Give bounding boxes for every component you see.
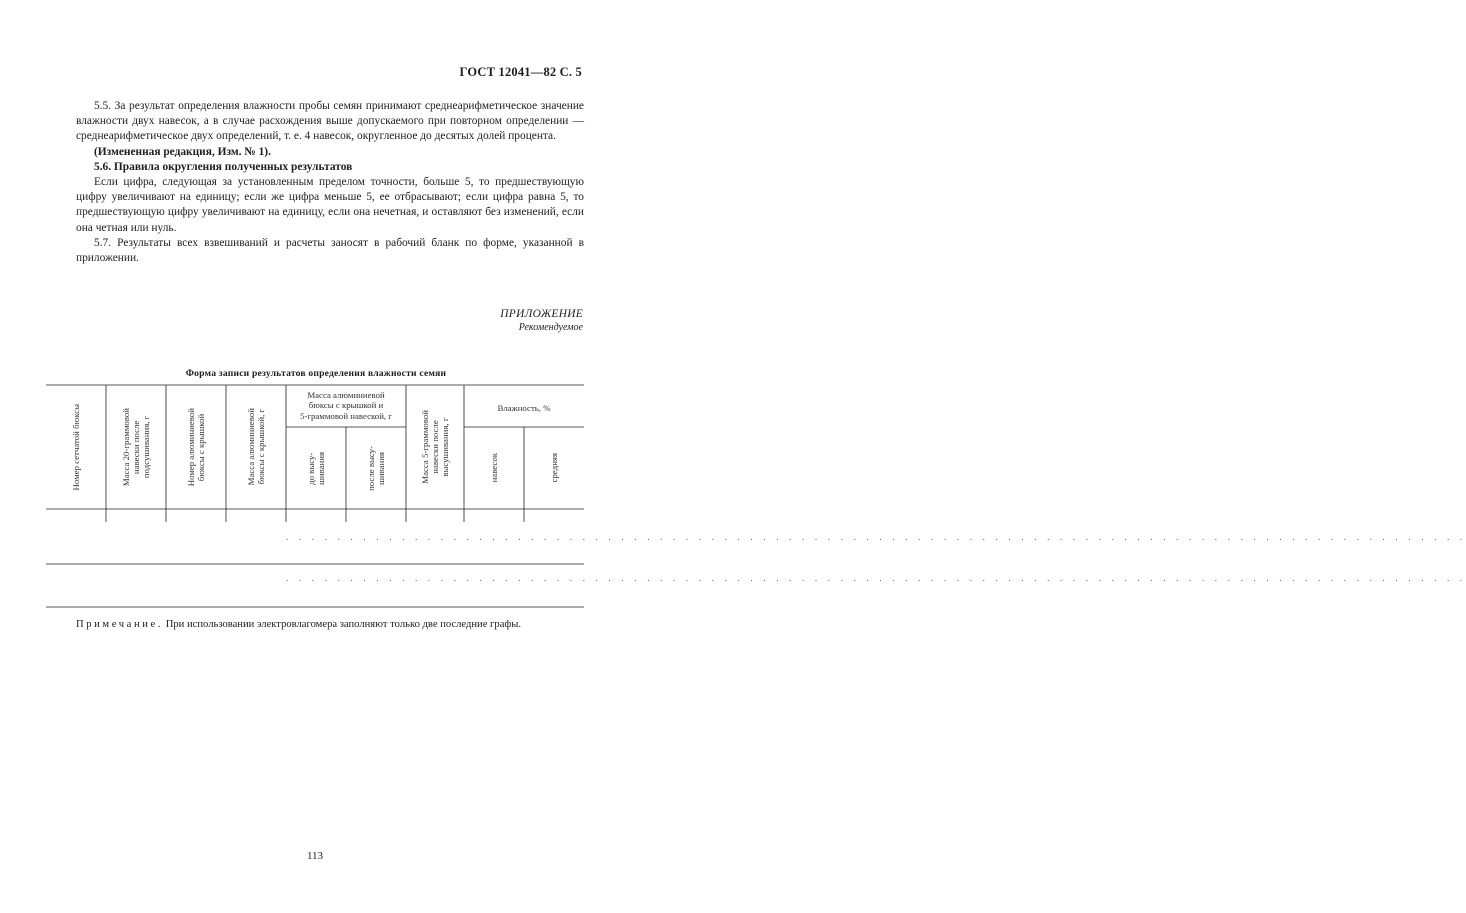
paragraph-5-7: 5.7. Результаты всех взвешиваний и расчеты заносят в рабочий бланк по форме, указанной в приложении. [76,236,584,265]
col-before-drying: до высу- шивания [306,451,326,485]
col-alu-bux-number: Номер алюминиевой бюксы с крышкой [186,407,206,487]
table-dotted-line: . . . . . . . . . . . . . . . . . . . . . . . . . . . . . . . . . . . . . . . . . . . . . . . . . . . . . . . . . . . . . . . . . . . . . . . . . . . . . . . . . . . . . . . . . . . . [286,573,1466,583]
paragraph-5-6: Если цифра, следующая за установленным пределом точности, больше 5, то предшествующую цифру увеличивают на единицу; если же цифра меньше 5, ее отбрасывают; если цифра равна 5, то предшествующую цифру увеличивают на единицу, если она нечетная, и оставляют без изменений, если она четная или нуль. [76,176,584,234]
form-title: Форма записи результатов определения влажности семян [185,368,447,379]
table-note [76,619,586,630]
col-moisture-samples: навесок [489,453,499,483]
group-alu-bux-5g-mass: Масса алюминиевой бюксы с крышкой и 5-граммовой навеской, г [300,390,392,421]
page-header: ГОСТ 12041—82 С. 5 [459,65,582,79]
page-number: 113 [306,850,324,862]
col-alu-bux-mass: Масса алюминиевой бюксы с крышкой, г [246,408,266,486]
note-text: При использовании электровлагомера заполняют только две последние графы. [165,619,522,630]
col-net-bux-number: Номер сетчатой бюксы [71,403,81,491]
col-20g-sample-mass: Масса 20-граммовой навески после подсушивания, г [121,407,151,487]
paragraph-5-5: 5.5. За результат определения влажности пробы семян принимают среднеарифметическое значение влажности двух навесок, а в случае расхождения выше допускаемого при повторном определении — среднеарифметическое двух определений, т. е. 4 навесок, округленное до десятых долей процента. [76,100,584,143]
table-dotted-line: . . . . . . . . . . . . . . . . . . . . . . . . . . . . . . . . . . . . . . . . . . . . . . . . . . . . . . . . . . . . . . . . . . . . . . . . . . . . . . . . . . . . . . . . . . . . [286,532,1466,542]
appendix-type: Рекомендуемое [518,322,583,333]
col-moisture-average: средняя [549,453,559,483]
appendix-title: ПРИЛОЖЕНИЕ [500,308,583,320]
section-5-6-title: 5.6. Правила округления полученных результатов [94,160,353,173]
group-moisture: Влажность, % [497,403,551,413]
col-5g-sample-mass: Масса 5-граммовой навески после высушивания, г [420,410,450,484]
edit-note: (Измененная редакция, Изм. № 1). [94,145,271,158]
note-label: Примечание. [76,619,164,630]
col-after-drying: после высу- шивания [366,445,386,491]
